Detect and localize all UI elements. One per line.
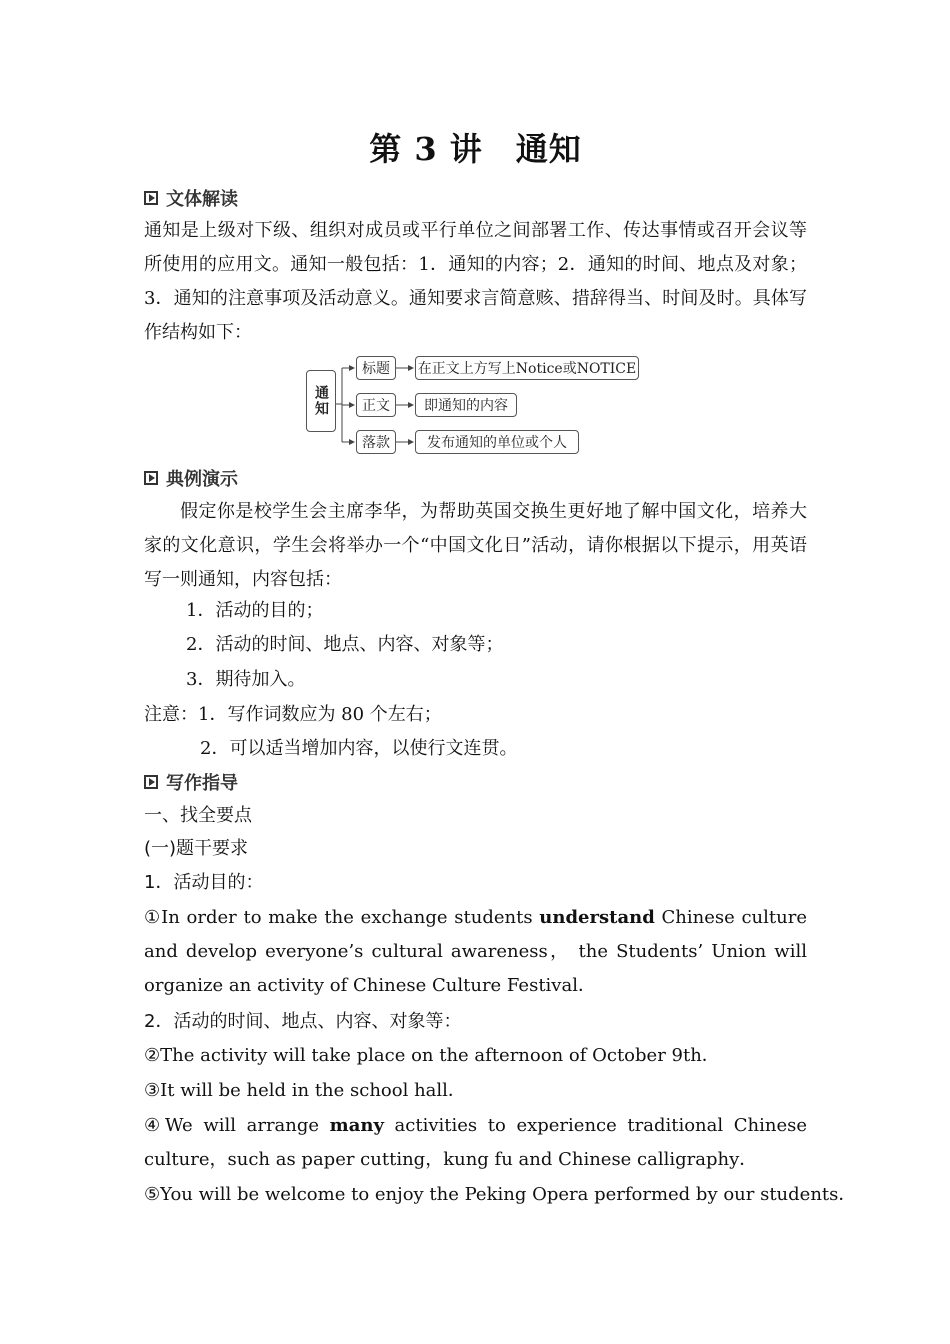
section-heading-label: 写作指导	[166, 773, 238, 794]
guide-sentence: ②The activity will take place on the afternoon of October 9th．	[144, 1045, 720, 1066]
example-item: 1．活动的目的；	[186, 600, 324, 621]
diagram-branch-signature: 落款	[356, 430, 396, 454]
note-item: 2．可以适当增加内容，以使行文连贯。	[200, 738, 518, 759]
guide-sentence: ⑤You will be welcome to enjoy the Peking Opera performed by our students．	[144, 1184, 857, 1205]
diagram-branch-title: 标题	[356, 356, 396, 380]
guide-sentence: ③It will be held in the school hall．	[144, 1080, 466, 1101]
section-heading-genre	[144, 186, 238, 210]
diagram-root: 通知	[306, 370, 336, 432]
guide-point-title: 2．活动的时间、地点、内容、对象等：	[144, 1011, 462, 1032]
guide-heading: 一、找全要点	[144, 805, 252, 826]
play-icon	[144, 471, 158, 485]
intro-paragraph: 通知是上级对下级、组织对成员或平行单位之间部署工作、传达事情或召开会议等所使用的应用文。通知一般包括：1．通知的内容；2．通知的时间、地点及对象；3．通知的注意事项及活动意义。通知要求言简意赅、措辞得当、时间及时。具体写作结构如下：	[144, 220, 807, 343]
guide-point-title: 1．活动目的：	[144, 872, 264, 893]
sentence-text: activities to experience traditional Chinese culture，such as paper cutting，kung fu and Chinese calligraphy．	[144, 1115, 808, 1170]
guide-subheading: (一)题干要求	[144, 838, 249, 859]
diagram-desc-title: 在正文上方写上Notice或NOTICE	[415, 356, 639, 380]
page-title: 第 3 讲 通知	[369, 130, 582, 168]
guide-sentence	[144, 1109, 807, 1177]
diagram-desc-signature: 发布通知的单位或个人	[415, 430, 579, 454]
sentence-keyword: many	[329, 1115, 384, 1136]
section-heading-label: 典例演示	[166, 469, 238, 490]
example-prompt: 假定你是校学生会主席李华，为帮助英国交换生更好地了解中国文化，培养大家的文化意识，学生会将举办一个“中国文化日”活动，请你根据以下提示，用英语写一则通知，内容包括：	[144, 501, 807, 590]
play-icon	[144, 775, 158, 789]
section-heading-label: 文体解读	[166, 189, 238, 210]
structure-diagram	[304, 354, 644, 458]
sentence-keyword: understand	[539, 907, 655, 928]
example-item: 2．活动的时间、地点、内容、对象等；	[186, 634, 504, 655]
section-heading-example	[144, 466, 238, 490]
guide-sentence	[144, 901, 807, 1003]
sentence-text: Chinese culture and develop everyone’s cultural awareness， the Students’ Union will organize an activity of Chinese Culture Festival．	[144, 907, 807, 996]
section-heading-guide	[144, 770, 238, 794]
example-item: 3．期待加入。	[186, 669, 306, 690]
note-item: 1．写作词数应为 80 个左右；	[198, 704, 442, 725]
sentence-text: ①In order to make the exchange students	[144, 907, 540, 928]
diagram-desc-body: 即通知的内容	[415, 393, 517, 417]
sentence-text: ④We will arrange	[144, 1115, 330, 1136]
play-icon	[144, 191, 158, 205]
diagram-branch-body: 正文	[356, 393, 396, 417]
note-label: 注意：	[144, 704, 198, 725]
note-line	[144, 698, 442, 732]
